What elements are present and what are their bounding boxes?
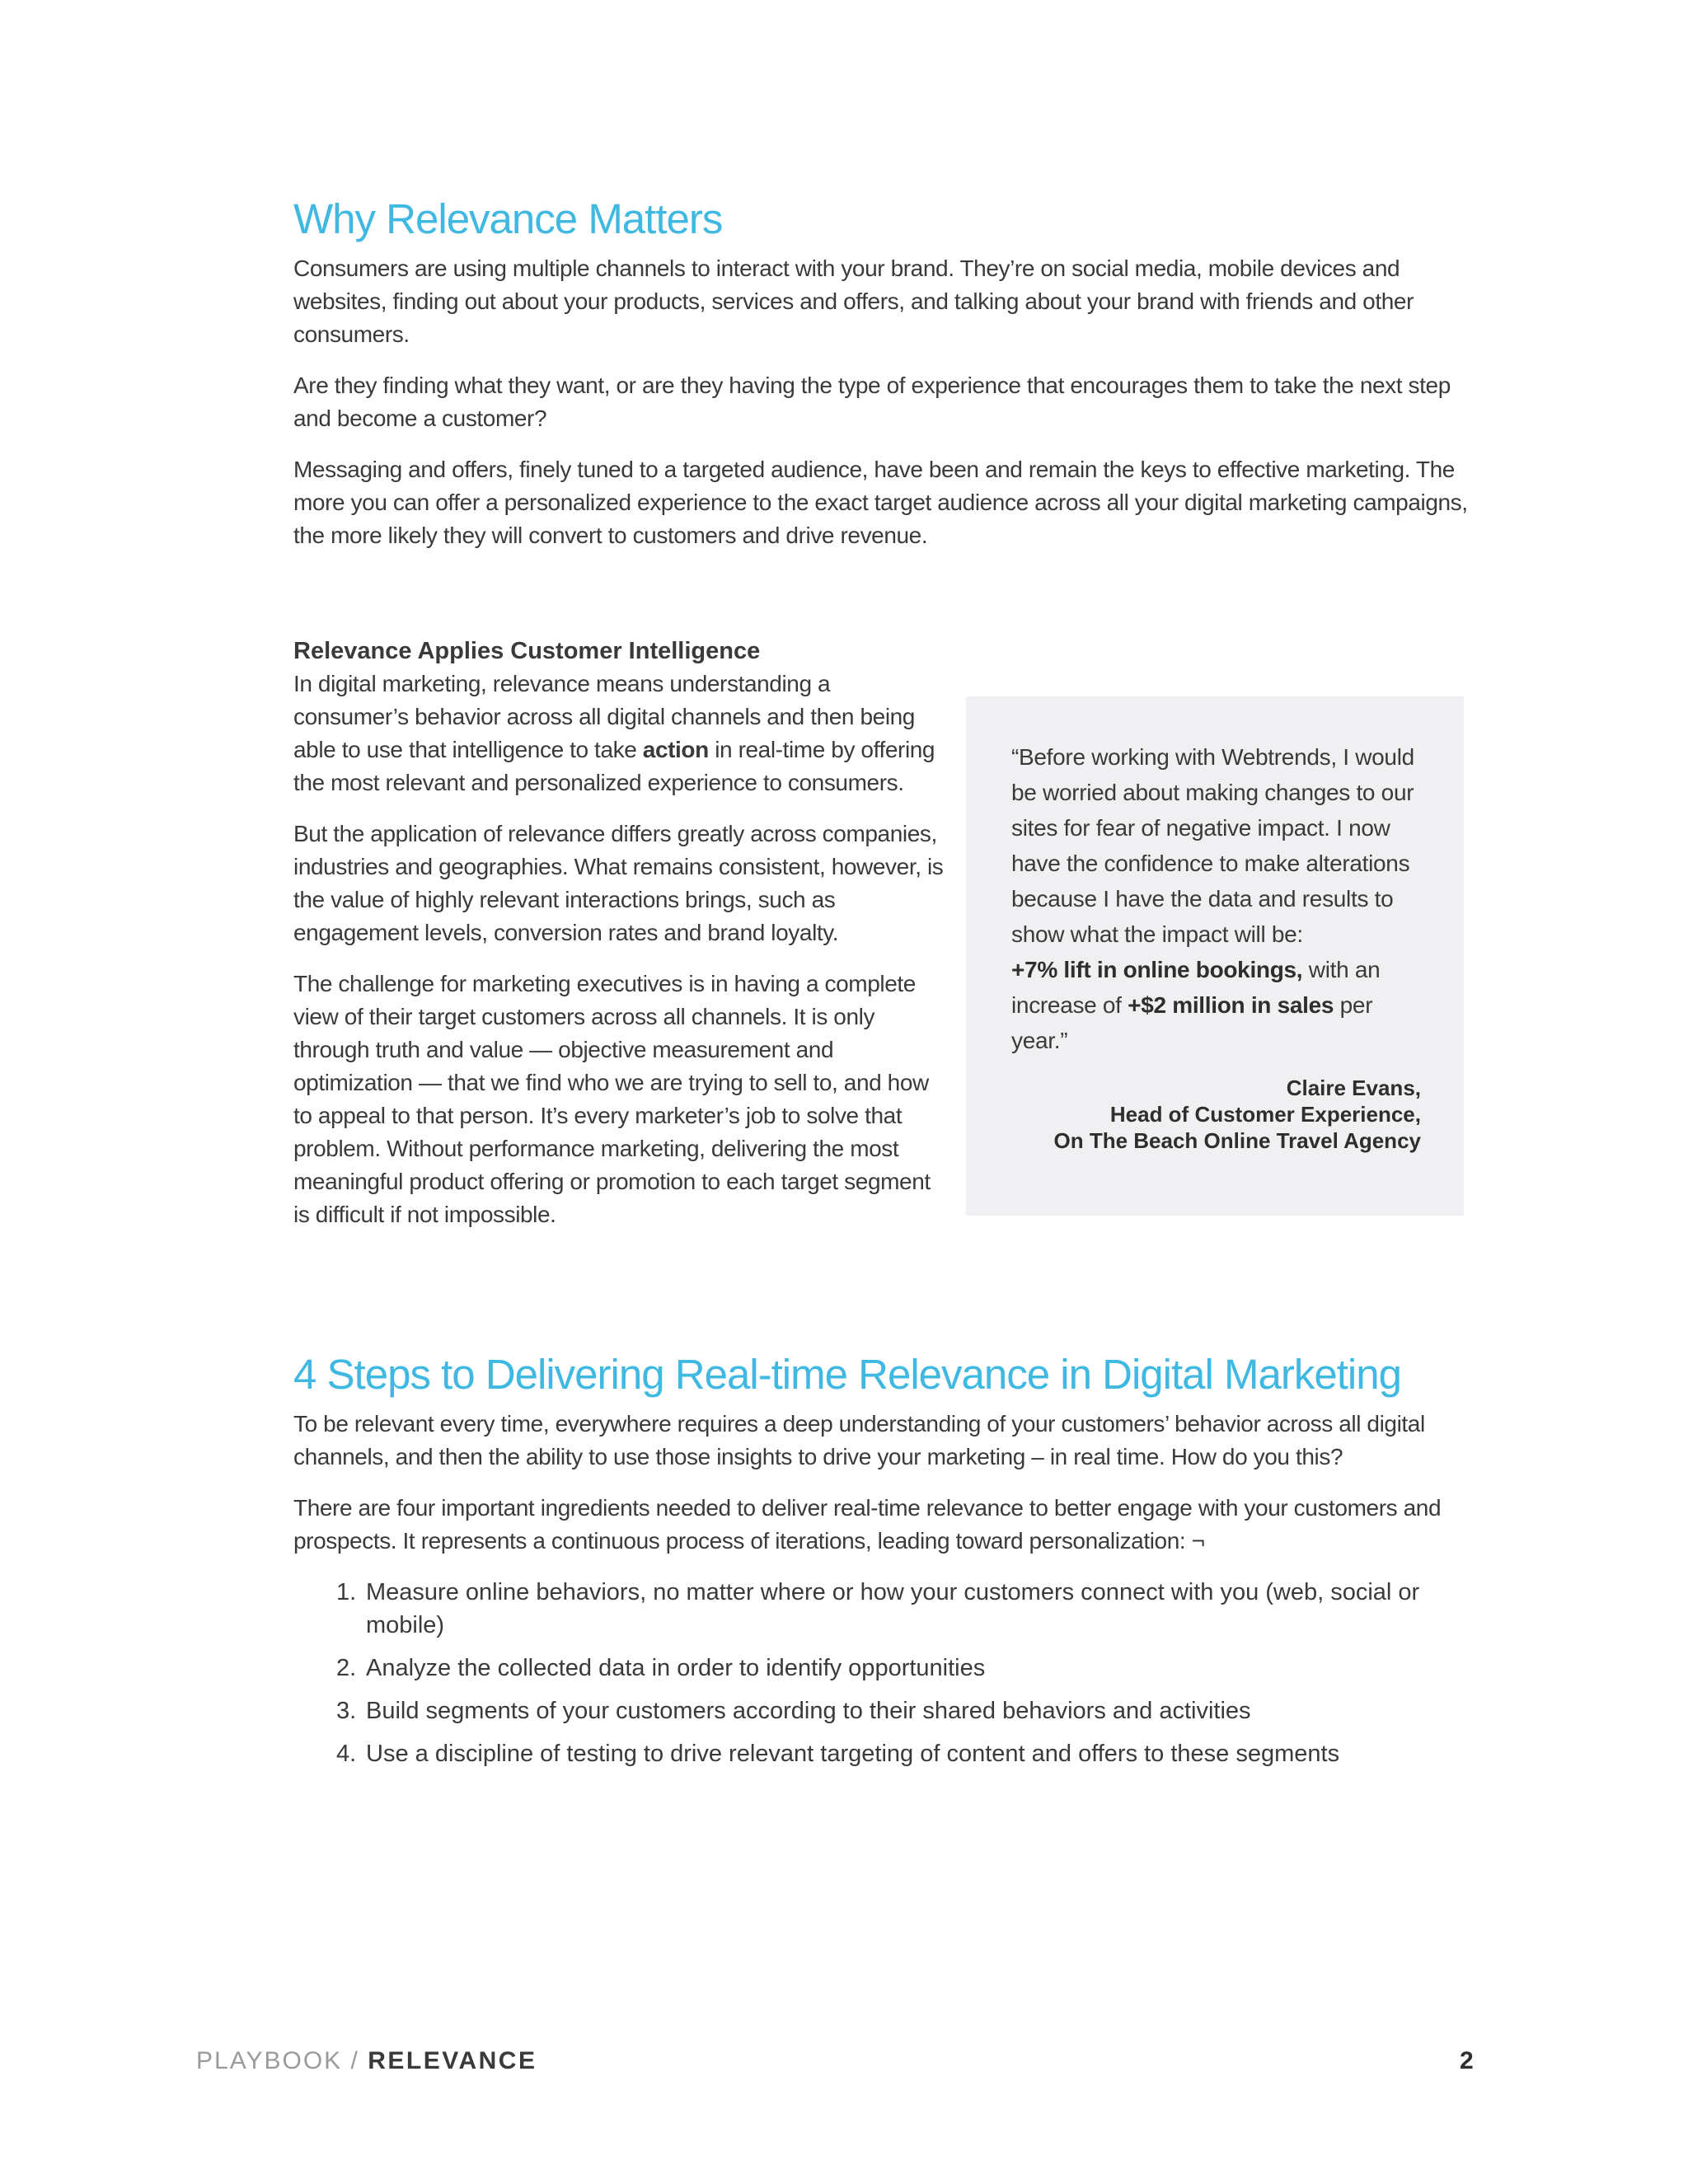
paragraph: There are four important ingredients needed to deliver real-time relevance to better engage with your customers and prospects. It represents a continuous process of iterations, leading toward personalization: ¬ <box>293 1495 1442 1554</box>
footer-breadcrumb: PLAYBOOK / RELEVANCE <box>196 2047 537 2074</box>
list-item: 3. Build segments of your customers according to their shared behaviors and activities <box>336 1698 1251 1725</box>
quote-stat-bookings: +7% lift in online bookings, <box>1011 957 1303 982</box>
list-item: 2. Analyze the collected data in order to identify opportunities <box>336 1655 986 1682</box>
testimonial-quote-box <box>966 696 1464 1216</box>
emphasis-action: action <box>642 737 709 762</box>
list-item: 1. Measure online behaviors, no matter where or how your customers connect with you (web, social or mobile) <box>336 1579 1420 1639</box>
footer-section: RELEVANCE <box>368 2047 537 2074</box>
paragraph: Messaging and offers, finely tuned to a targeted audience, have been and remain the keys to effective marketing. The more you can offer a personalized experience to the exact target audience across all your digital marketing campaigns, the more likely they will convert to customers and drive revenue. <box>293 457 1468 549</box>
section-four-steps <box>293 1352 1472 1780</box>
quote-text: “Before working with Webtrends, I would be worried about making changes to our sites for fear of negative impact. I now have the confidence to make alterations because I have the data and results to show what the impact will be: +7% lift in online bookings, with an increase of +$2 million in sales per year.” <box>1011 744 1414 1053</box>
page-number: 2 <box>1460 2047 1474 2074</box>
paragraph: In digital marketing, relevance means understanding a consumer’s behavior across all digital channels and then being able to use that intelligence to take action in real-time by offering the most relevant and personalized experience to consumers. <box>293 671 935 795</box>
section-title: 4 Steps to Delivering Real-time Relevance in Digital Marketing <box>293 1351 1401 1398</box>
attribution-name: Claire Evans, <box>1286 1076 1421 1100</box>
paragraph: The challenge for marketing executives is in having a complete view of their target customers across all channels. It is only through truth and value — objective measurement and optimization — that we find who we are trying to sell to, and how to appeal to that person. It’s every marketer’s job to solve that problem. Without performance marketing, delivering the most meaningful product offering or promotion to each target segment is difficult if not impossible. <box>293 971 931 1227</box>
section-why-relevance <box>293 196 1472 570</box>
subsection-heading: Relevance Applies Customer Intelligence <box>293 638 761 664</box>
attribution-company: On The Beach Online Travel Agency <box>1053 1128 1421 1153</box>
list-item: 4. Use a discipline of testing to drive relevant targeting of content and offers to these segments <box>336 1741 1340 1768</box>
quote-attribution <box>1011 1075 1421 1154</box>
quote-stat-sales: +$2 million in sales <box>1128 992 1334 1018</box>
paragraph: To be relevant every time, everywhere requires a deep understanding of your customers’ behavior across all digital channels, and then the ability to use those insights to drive your marketing – in real time. How do you this? <box>293 1411 1425 1470</box>
attribution-role: Head of Customer Experience, <box>1109 1102 1421 1127</box>
section-customer-intelligence <box>293 635 945 1249</box>
paragraph: But the application of relevance differs greatly across companies, industries and geographies. What remains consistent, however, is the value of highly relevant interactions brings, such as engagement levels, conversion rates and brand loyalty. <box>293 821 944 945</box>
steps-list <box>293 1576 1472 1770</box>
paragraph: Are they finding what they want, or are they having the type of experience that encourages them to take the next step and become a customer? <box>293 373 1451 432</box>
paragraph: Consumers are using multiple channels to interact with your brand. They’re on social media, mobile devices and websites, finding out about your products, services and offers, and talking about your brand with friends and other consumers. <box>293 255 1414 348</box>
section-title: Why Relevance Matters <box>293 195 723 242</box>
